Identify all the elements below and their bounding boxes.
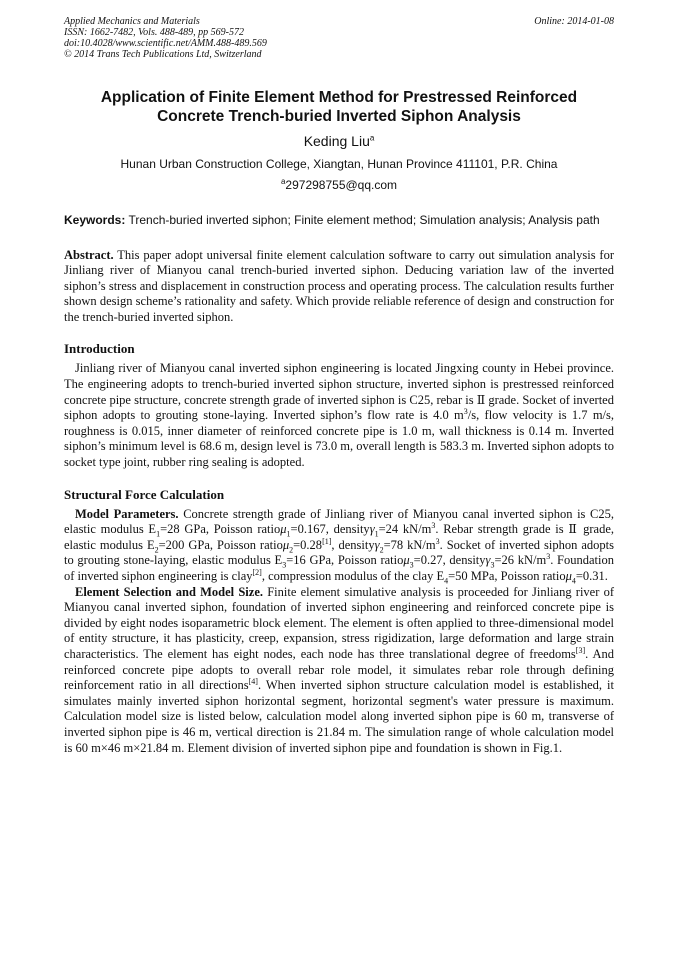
paper-title [64, 88, 614, 126]
introduction-heading: Introduction [64, 341, 135, 357]
issn-line: ISSN: 1662-7482, Vols. 488-489, pp 569-572 [64, 27, 244, 38]
structural-heading: Structural Force Calculation [64, 486, 225, 502]
title-line-2: Concrete Trench-buried Inverted Siphon Analysis [157, 108, 521, 125]
keywords-label: Keywords: [64, 213, 126, 227]
keywords-text: Trench-buried inverted siphon; Finite element method; Simulation analysis; Analysis path [128, 213, 600, 227]
author [64, 132, 614, 150]
element-selection-label: Element Selection and Model Size. [75, 584, 263, 599]
citation-2[interactable]: [2] [252, 567, 262, 577]
online-date: Online: 2014-01-08 [534, 16, 614, 27]
citation-3[interactable]: [3] [575, 645, 586, 655]
element-selection-paragraph: Element Selection and Model Size. Finite element simulative analysis is proceeded for Jinliang river of Mianyou canal inverted siphon, foundation of inverted siphon engineering and reinforced concrete pipe is divided by eight nodes isoparametric block element. The element is often applied to three-dimensional model of entity structure, it has plasticity, creep, expansion, stress rigidization, large deformation and large strain characteristics. The element has eight nodes, each node has three translational degree of freedoms[3]. And reinforced concrete pipe adopts to overall rebar role model, it simulates rebar role through defining reinforcement ratio in all directions[4]. When inverted siphon structure calculation model is established, it simulates mainly inverted siphon horizontal segment, horizontal segment's water pressure is maximum. Calculation model size is listed below, calculation model along inverted siphon pipe is 60 m, transverse of inverted siphon pipe is 46 m, vertical direction is 21.84 m. The simulation range of whole calculation model is 60 m×46 m×21.84 m. Element division of inverted siphon pipe and foundation is shown in Fig.1. [64, 584, 615, 755]
email-address: 297298755@qq.com [285, 178, 398, 192]
doi-line: doi:10.4028/www.scientific.net/AMM.488-489.569 [64, 38, 267, 49]
author-name: Keding Liu [303, 133, 370, 149]
journal-header [64, 16, 614, 60]
citation-1[interactable]: [1] [322, 536, 332, 546]
abstract-text: This paper adopt universal finite element calculation software to carry out simulation analysis for Jinliang river of Mianyou canal trench-buried inverted siphon. Deducing variation law of the inverted siphon’s stress and displacement in construction process and operating process. The calculation results further shown design scheme’s rationality and safety. Which provide reliable reference of design and construction for the trench-buried inverted siphon. [64, 247, 615, 324]
affiliation: Hunan Urban Construction College, Xiangtan, Hunan Province 411101, P.R. China [120, 157, 558, 171]
model-parameters-label: Model Parameters. [75, 506, 179, 521]
abstract [64, 248, 614, 326]
author-email [64, 178, 614, 193]
email-mark: a [280, 177, 286, 186]
keywords [64, 213, 614, 229]
introduction-paragraph: Jinliang river of Mianyou canal inverted siphon engineering is located Jingxing county in Hebei province. The engineering adopts to trench-buried inverted siphon structure, inverted siphon is prestressed reinforced concrete pipe structure, concrete strength grade of inverted siphon is C25, rebar is Ⅱ grade. Socket of inverted siphon adopts to grouting stone-laying. Inverted siphon’s flow rate is 4.0 $m^3/s$, flow velocity is 1.7 m/s, roughness is 0.015, inner diameter of reinforced concrete pipe is 1.0 m, wall thickness is 0.14 m. Inverted siphon’s minimum level is 68.6 m, design level is 73.0 m, overall length is 583.3 m. Inverted siphon adopts to socket type joint, rubber ring sealing is adopted. [64, 361, 614, 470]
abstract-label: Abstract. [64, 247, 114, 262]
journal-name: Applied Mechanics and Materials [64, 16, 200, 27]
citation-4[interactable]: [4] [248, 677, 258, 686]
model-parameters-paragraph: Model Parameters. Concrete strength grade of Jinliang river of Mianyou canal inverted siphon is C25, elastic modulus $E_1=28$ GPa, Poisson ratioμ$_1$=0.167, densityγ$_1$=24 $kN/m^3$. Rebar strength grade is Ⅱ grade, elastic modulus $E_2=200$ GPa, Poisson ratioμ$_2$=0.28[1], densityγ$_2$=78 $kN/m^3$. Socket of inverted siphon adopts to grouting stone-laying, elastic modulus $E_3=16$ GPa, Poisson ratioμ$_3$=0.27, densityγ$_3$=26 $kN/m^3$. Foundation of inverted siphon engineering is clay[2], compression modulus of the clay $E_4=50$ MPa, Poisson ratioμ$_4$=0.31. [64, 506, 615, 586]
author-affil-mark: a [369, 133, 375, 143]
title-line-1: Application of Finite Element Method for Prestressed Reinforced [100, 89, 578, 106]
copyright-line: © 2014 Trans Tech Publications Ltd, Switzerland [64, 49, 262, 60]
